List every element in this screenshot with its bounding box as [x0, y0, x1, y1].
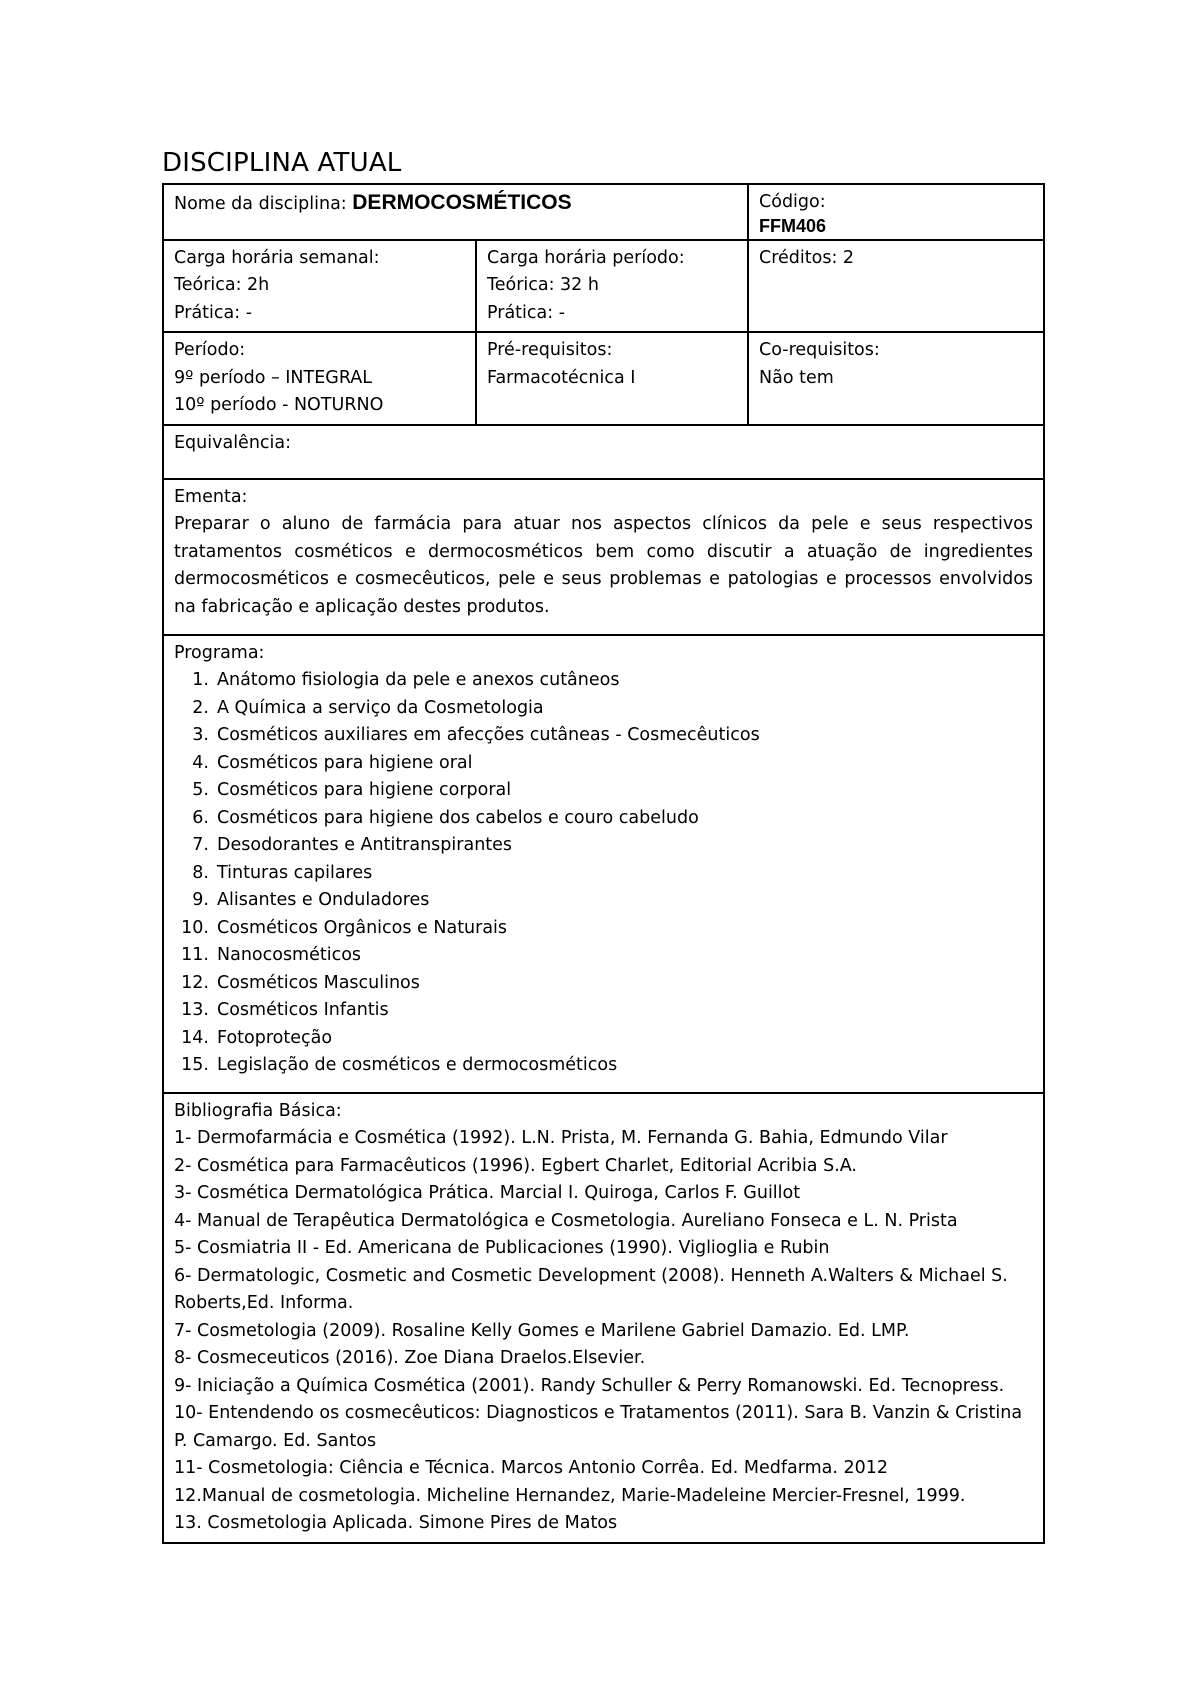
program-row: [163, 635, 1044, 1093]
ementa-text: Preparar o aluno de farmácia para atuar nos aspectos clínicos da pele e seus respectivos tratamentos cosméticos e dermocosméticos bem como discutir a atuação de ingredientes dermocosméticos e cosmecêuticos, pele e seus problemas e patologias e processos envolvidos na fabricação e aplicação destes produtos.: [174, 514, 1034, 617]
ementa-cell: [163, 479, 1044, 635]
program-item-text: Tinturas capilares: [217, 862, 373, 883]
program-cell: [163, 635, 1044, 1093]
credits-cell: [748, 240, 1044, 333]
program-item: [174, 1025, 1033, 1053]
program-item-text: Cosméticos para higiene dos cabelos e couro cabeludo: [217, 807, 699, 828]
coreq-value: Não tem: [759, 367, 834, 388]
program-item-text: Fotoproteção: [217, 1027, 333, 1048]
program-item-number: 4.: [192, 752, 209, 773]
program-item-number: 2.: [192, 697, 209, 718]
program-item: [174, 887, 1033, 915]
ementa-row: [163, 479, 1044, 635]
program-item-text: Alisantes e Onduladores: [217, 890, 430, 910]
code-value: FFM406: [759, 215, 827, 236]
period-load-label: Carga horária período:: [487, 247, 685, 268]
discipline-name-cell: [163, 184, 748, 240]
page-title: DISCIPLINA ATUAL: [162, 148, 402, 178]
program-item-number: 6.: [192, 807, 209, 828]
bibliography-item: 6- Dermatologic, Cosmetic and Cosmetic Development (2008). Henneth A.Walters & Michael S. Roberts,Ed. Informa.: [174, 1265, 1008, 1313]
program-item-number: 7.: [192, 835, 209, 855]
period-line-2: 10º período - NOTURNO: [174, 395, 384, 415]
program-item: [174, 997, 1033, 1025]
ementa-label: Ementa:: [174, 486, 248, 507]
bibliography-item: 10- Entendendo os cosmecêuticos: Diagnosticos e Tratamentos (2011). Sara B. Vanzin & Cristina P. Camargo. Ed. Santos: [174, 1403, 1023, 1451]
program-item: [174, 942, 1033, 970]
code-cell: [748, 184, 1044, 240]
bibliography-item: 1- Dermofarmácia e Cosmética (1992). L.N. Prista, M. Fernanda G. Bahia, Edmundo Vilar: [174, 1128, 948, 1148]
program-item-text: Legislação de cosméticos e dermocosméticos: [217, 1055, 618, 1075]
period-theory: Teórica: 32 h: [487, 275, 599, 295]
bibliography-item: 11- Cosmetologia: Ciência e Técnica. Marcos Antonio Corrêa. Ed. Medfarma. 2012: [174, 1458, 889, 1478]
program-item-text: Desodorantes e Antitranspirantes: [217, 835, 513, 855]
period-cell: [163, 332, 476, 425]
bibliography-item: 5- Cosmiatria II - Ed. Americana de Publicaciones (1990). Vigliogli​a e Rubin: [174, 1238, 830, 1258]
program-item-text: Cosméticos Infantis: [217, 1000, 389, 1020]
program-item-text: Cosméticos Orgânicos e Naturais: [217, 917, 508, 938]
program-item: [174, 805, 1033, 833]
bibliography-item: 13. Cosmetologia Aplicada. Simone Pires de Matos: [174, 1513, 618, 1533]
bibliography-item: 12.Manual de cosmetologia. Micheline Hernandez, Marie-Madeleine Mercier-Fresnel, 1999.: [174, 1485, 966, 1506]
period-label: Período:: [174, 340, 246, 360]
coreq-cell: [748, 332, 1044, 425]
period-row: [163, 332, 1044, 425]
program-item-number: 1.: [192, 670, 209, 690]
equivalence-cell: [163, 425, 1044, 479]
bibliography-item: 4- Manual de Terapêutica Dermatológica e Cosmetologia. Aureliano Fonseca e L. N. Prista: [174, 1210, 958, 1231]
bibliography-item: 2- Cosmética para Farmacêuticos (1996). Egbert Charlet, Editorial Acribia S.A.: [174, 1155, 857, 1176]
bibliography-item: 3- Cosmética Dermatológica Prática. Marcial I. Quiroga, Carlos F. Guillot: [174, 1183, 801, 1203]
program-item: [174, 777, 1033, 805]
program-item-text: Cosméticos para higiene corporal: [217, 780, 512, 800]
program-item-text: Anátomo fisiologia da pele e anexos cutâneos: [217, 670, 620, 690]
equivalence-label: Equivalência:: [174, 432, 292, 453]
program-label: Programa:: [174, 642, 265, 663]
program-item-text: Cosméticos Masculinos: [217, 972, 420, 993]
program-list: [174, 667, 1033, 1080]
bibliography-item: 8- Cosmeceuticos (2016). Zoe Diana Draelos.Elsevier.: [174, 1348, 646, 1368]
period-practice: Prática: -: [487, 302, 566, 323]
program-item: [174, 750, 1033, 778]
program-item-number: 11.: [181, 945, 209, 965]
program-item-text: Cosméticos para higiene oral: [217, 752, 473, 773]
prereq-cell: [476, 332, 748, 425]
weekly-load-label: Carga horária semanal:: [174, 247, 380, 268]
program-item-number: 13.: [181, 1000, 209, 1020]
program-item-number: 15.: [181, 1055, 209, 1075]
program-item-number: 10.: [181, 917, 209, 938]
period-load-cell: [476, 240, 748, 333]
prereq-label: Pré-requisitos:: [487, 340, 613, 360]
program-item: [174, 832, 1033, 860]
program-item: [174, 860, 1033, 888]
bibliography-label: Bibliografia Básica:: [174, 1100, 342, 1121]
program-item-text: Nanocosméticos: [217, 945, 362, 965]
program-item-text: Cosméticos auxiliares em afecções cutâneas - Cosmecêuticos: [217, 725, 760, 745]
program-item-text: A Química a serviço da Cosmetologia: [217, 697, 544, 718]
program-item: [174, 970, 1033, 998]
program-item: [174, 722, 1033, 750]
weekly-theory: Teórica: 2h: [174, 275, 270, 295]
coreq-label: Co-requisitos:: [759, 340, 880, 360]
period-line-1: 9º período – INTEGRAL: [174, 367, 373, 388]
bibliography-list: [174, 1125, 1033, 1538]
discipline-name-row: [163, 184, 1044, 240]
code-label: Código:: [759, 192, 826, 212]
weekly-load-cell: [163, 240, 476, 333]
program-item-number: 9.: [192, 890, 209, 910]
credits-text: Créditos: 2: [759, 247, 855, 268]
program-item-number: 8.: [192, 862, 209, 883]
program-item: [174, 915, 1033, 943]
bibliography-row: [163, 1093, 1044, 1543]
bibliography-item: 9- Iniciação a Química Cosmética (2001). Randy Schuller & Perry Romanowski. Ed. Tecnopress.: [174, 1375, 1005, 1396]
bibliography-cell: [163, 1093, 1044, 1543]
workload-row: [163, 240, 1044, 333]
program-item: [174, 1052, 1033, 1080]
program-item-number: 14.: [181, 1027, 209, 1048]
weekly-practice: Prática: -: [174, 302, 253, 323]
discipline-name-label: Nome da disciplina:: [174, 194, 347, 214]
program-item-number: 12.: [181, 972, 209, 993]
discipline-table: [162, 183, 1045, 1544]
program-item: [174, 667, 1033, 695]
equivalence-row: [163, 425, 1044, 479]
bibliography-item: 7- Cosmetologia (2009). Rosaline Kelly Gomes e Marilene Gabriel Damazio. Ed. LMP.: [174, 1320, 910, 1341]
program-item-number: 5.: [192, 780, 209, 800]
discipline-name-value: DERMOCOSMÉTICOS: [352, 191, 572, 214]
prereq-value: Farmacotécnica I: [487, 367, 636, 388]
program-item-number: 3.: [192, 725, 209, 745]
program-item: [174, 695, 1033, 723]
